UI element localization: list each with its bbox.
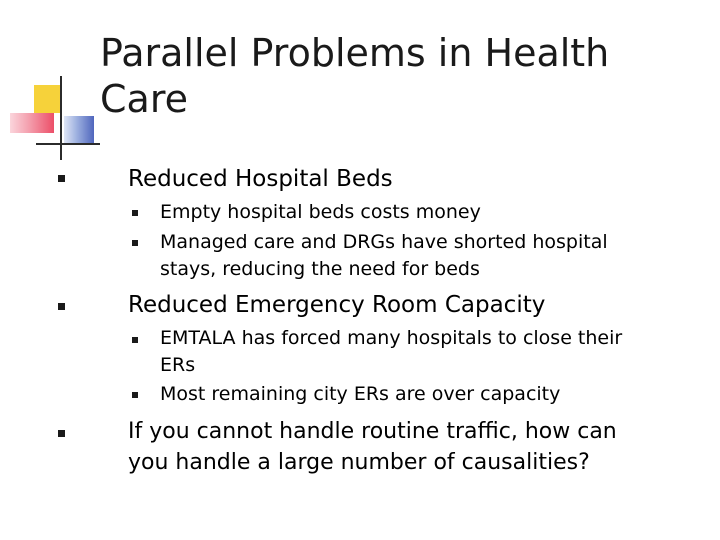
- sub-bullet-managed-care-line-2: stays, reducing the need for beds: [160, 258, 480, 280]
- sub-bullet-emtala-line-1: EMTALA has forced many hospitals to close their: [160, 327, 623, 349]
- sub-bullet-icon: [132, 392, 138, 398]
- bullet-routine-traffic-line-1: If you cannot handle routine traffic, how can: [128, 419, 617, 444]
- bullet-icon: [58, 303, 65, 310]
- bullet-icon: [58, 175, 65, 182]
- sub-bullet-emtala-line-2: ERs: [160, 354, 196, 376]
- bullet-reduced-hospital-beds: Reduced Hospital Beds: [128, 166, 393, 192]
- sub-bullet-city-ers: Most remaining city ERs are over capacity: [160, 383, 561, 405]
- sub-bullet-icon: [132, 240, 138, 246]
- bullet-routine-traffic-line-2: you handle a large number of causalities?: [128, 450, 590, 475]
- title-line-2: Care: [100, 77, 188, 121]
- title-line-1: Parallel Problems in Health: [100, 31, 610, 75]
- bullet-icon: [58, 430, 65, 437]
- sub-bullet-empty-beds: Empty hospital beds costs money: [160, 201, 481, 223]
- sub-bullet-icon: [132, 210, 138, 216]
- sub-bullet-managed-care-line-1: Managed care and DRGs have shorted hospital: [160, 231, 608, 253]
- bullet-reduced-er-capacity: Reduced Emergency Room Capacity: [128, 292, 546, 318]
- sub-bullet-icon: [132, 337, 138, 343]
